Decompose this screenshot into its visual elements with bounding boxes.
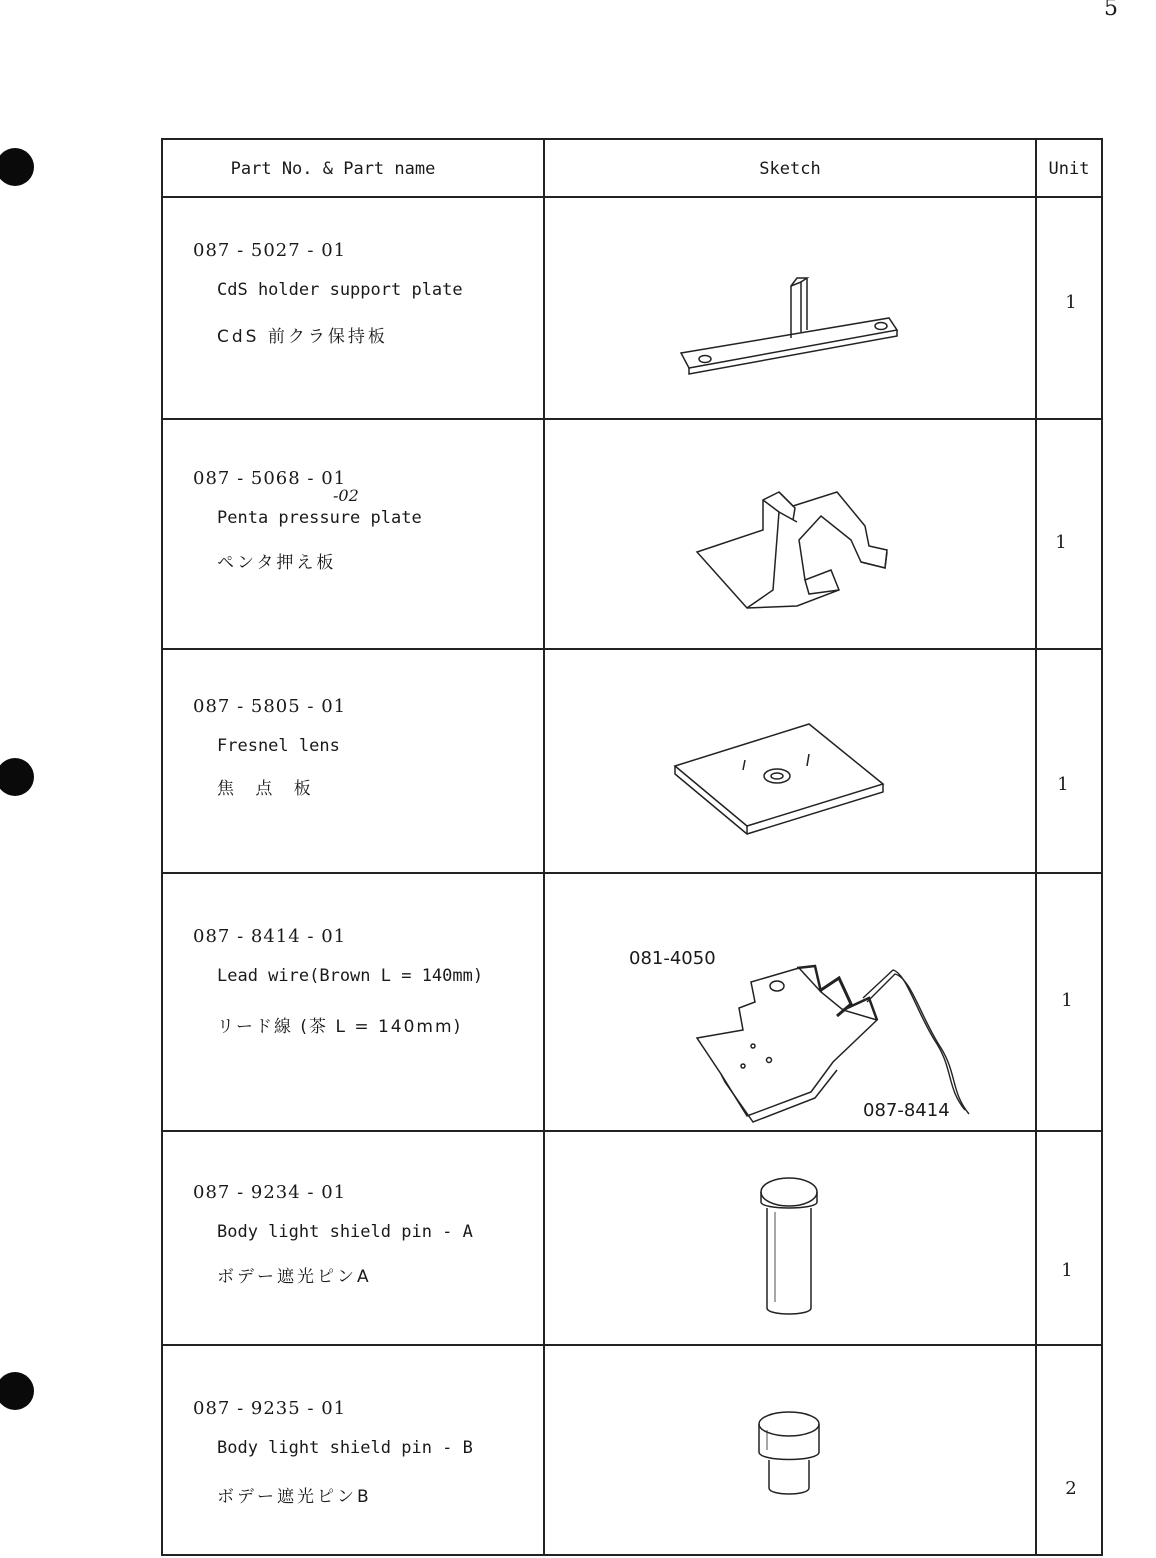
- header-part-name: Part No. & Part name: [230, 159, 436, 179]
- header-unit: Unit: [1048, 159, 1090, 179]
- punch-hole: [0, 758, 34, 796]
- part-number: 087 - 5805 - 01: [193, 696, 347, 717]
- unit-count: 2: [1065, 1478, 1077, 1499]
- header-sketch: Sketch: [759, 159, 821, 179]
- wire-part-label: 087-8414: [863, 1100, 950, 1121]
- part-name-ja: ボデー遮光ピンA: [217, 1267, 372, 1287]
- unit-count: 1: [1061, 1260, 1073, 1281]
- fresnel-lens-icon: [547, 650, 1037, 872]
- part-name-ja: ペンタ押え板: [217, 553, 337, 573]
- part-name-en: CdS holder support plate: [217, 280, 463, 300]
- unit-count: 1: [1055, 532, 1067, 553]
- table-row: [163, 420, 1101, 648]
- part-name-en: Lead wire(Brown L = 140mm): [217, 966, 484, 986]
- unit-count: 1: [1057, 774, 1069, 795]
- part-name-ja: ボデー遮光ピンB: [217, 1487, 372, 1507]
- part-name-en: Body light shield pin - A: [217, 1222, 473, 1242]
- pressure-plate-icon: [547, 420, 1037, 648]
- short-pin-icon: [547, 1346, 1037, 1556]
- support-plate-icon: [547, 198, 1037, 418]
- revision-note: -02: [333, 486, 359, 505]
- page-number: 5: [1104, 0, 1118, 21]
- part-name-ja: CdS 前クラ保持板: [217, 327, 388, 347]
- table-row: [163, 198, 1101, 418]
- part-name-ja: リード線 (茶 L = 140mm): [217, 1017, 463, 1037]
- part-name-ja: 焦 点 板: [217, 779, 319, 799]
- part-number: 087 - 9234 - 01: [193, 1182, 347, 1203]
- table-row: [163, 1132, 1101, 1344]
- punch-hole: [0, 1372, 34, 1410]
- part-number: 087 - 5027 - 01: [193, 240, 347, 261]
- part-number: 087 - 5068 - 01: [193, 468, 347, 489]
- board-part-label: 081-4050: [629, 948, 716, 969]
- part-name-en: Fresnel lens: [217, 736, 340, 756]
- part-number: 087 - 9235 - 01: [193, 1398, 347, 1419]
- table-row: [163, 650, 1101, 872]
- unit-count: 1: [1065, 292, 1077, 313]
- part-number: 087 - 8414 - 01: [193, 926, 347, 947]
- punch-hole: [0, 148, 34, 186]
- table-row: [163, 874, 1101, 1130]
- part-name-en: Penta pressure plate: [217, 508, 422, 528]
- parts-table: [161, 138, 1103, 1556]
- part-name-en: Body light shield pin - B: [217, 1438, 473, 1458]
- lead-wire-board-icon: [547, 874, 1037, 1130]
- table-row: [163, 1346, 1101, 1556]
- unit-count: 1: [1061, 990, 1073, 1011]
- long-pin-icon: [547, 1132, 1037, 1344]
